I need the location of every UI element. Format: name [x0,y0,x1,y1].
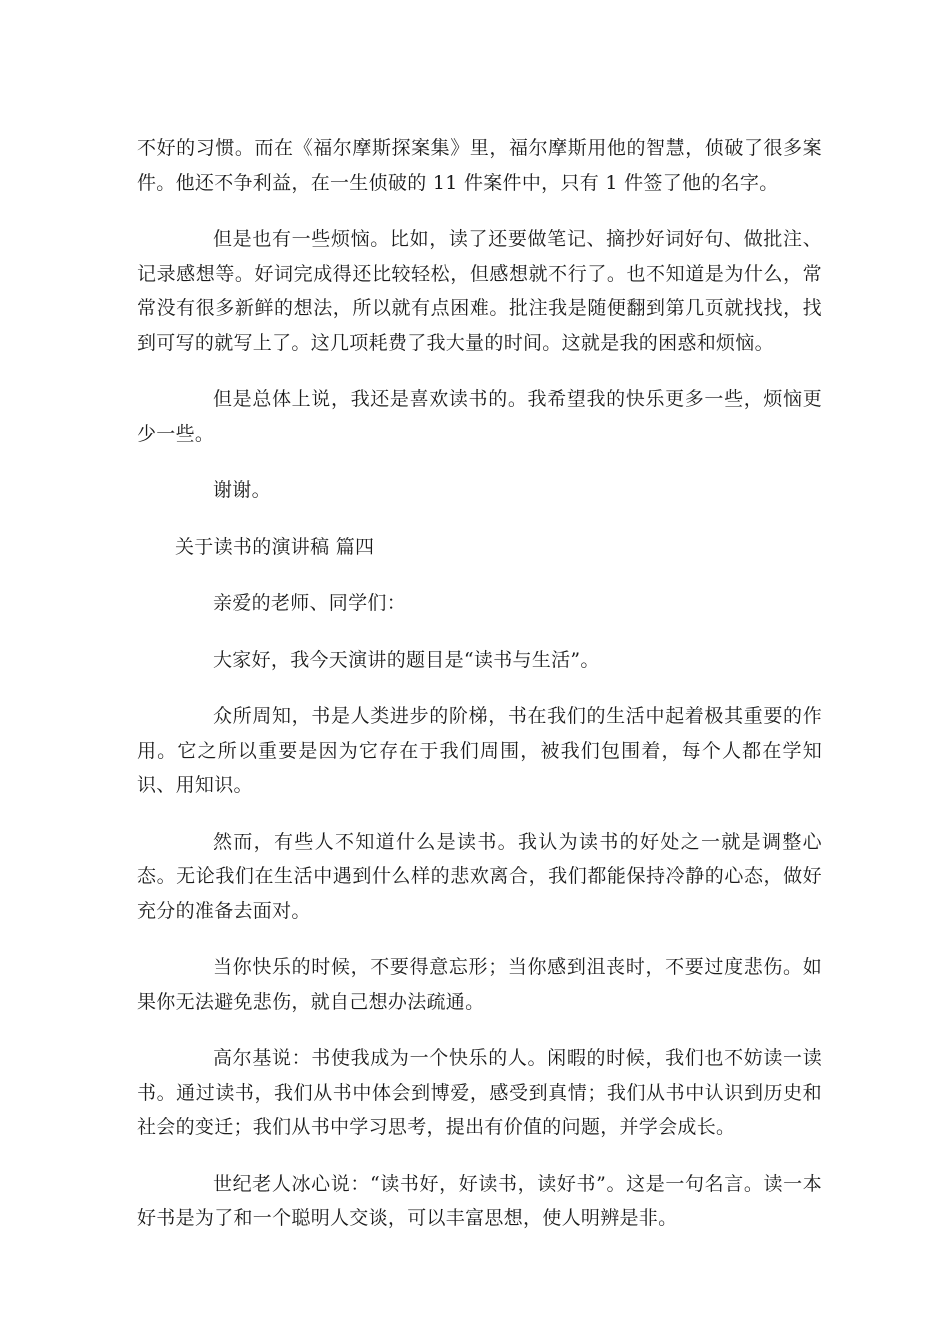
paragraph-gorky: 高尔基说：书使我成为一个快乐的人。闲暇的时候，我们也不妨读一读书。通过读书，我们从书中体会到博爱，感受到真情；我们从书中认识到历史和社会的变迁；我们从书中学习思考，提出有价值的问题，并学会成长。 [137,1047,822,1138]
paragraph-salutation: 亲爱的老师、同学们： [213,592,407,614]
section-heading: 关于读书的演讲稿 篇四 [175,535,375,558]
paragraph-worries: 但是也有一些烦恼。比如，读了还要做笔记、摘抄好词好句、做批注、记录感想等。好词完成得还比较轻松，但感想就不行了。也不知道是为什么，常常没有很多新鲜的想法，所以就有点困难。批注我是随便翻到第几页就找找，找到可写的就写上了。这几项耗费了我大量的时间。这就是我的困惑和烦恼。 [137,228,822,354]
document-body [137,131,822,1258]
paragraph-continuation: 不好的习惯。而在《福尔摩斯探案集》里，福尔摩斯用他的智慧，侦破了很多案件。他还不争利益，在一生侦破的 11 件案件中，只有 1 件签了他的名字。 [137,137,822,194]
paragraph-bingxin: 世纪老人冰心说：“读书好，好读书，读好书”。这是一句名言。读一本好书是为了和一个聪明人交谈，可以丰富思想，使人明辨是非。 [137,1172,822,1229]
paragraph-summary: 但是总体上说，我还是喜欢读书的。我希望我的快乐更多一些，烦恼更少一些。 [137,388,822,445]
paragraph-emotions: 当你快乐的时候，不要得意忘形；当你感到沮丧时，不要过度悲伤。如果你无法避免悲伤，就自己想办法疏通。 [137,956,822,1013]
paragraph-thanks: 谢谢。 [213,479,271,501]
paragraph-topic: 大家好，我今天演讲的题目是“读书与生活”。 [213,648,600,671]
paragraph-mindset: 然而，有些人不知道什么是读书。我认为读书的好处之一就是调整心态。无论我们在生活中遇到什么样的悲欢离合，我们都能保持冷静的心态，做好充分的准备去面对。 [137,830,822,922]
paragraph-ladder: 众所周知，书是人类进步的阶梯，书在我们的生活中起着极其重要的作用。它之所以重要是因为它存在于我们周围，被我们包围着，每个人都在学知识、用知识。 [137,705,822,796]
